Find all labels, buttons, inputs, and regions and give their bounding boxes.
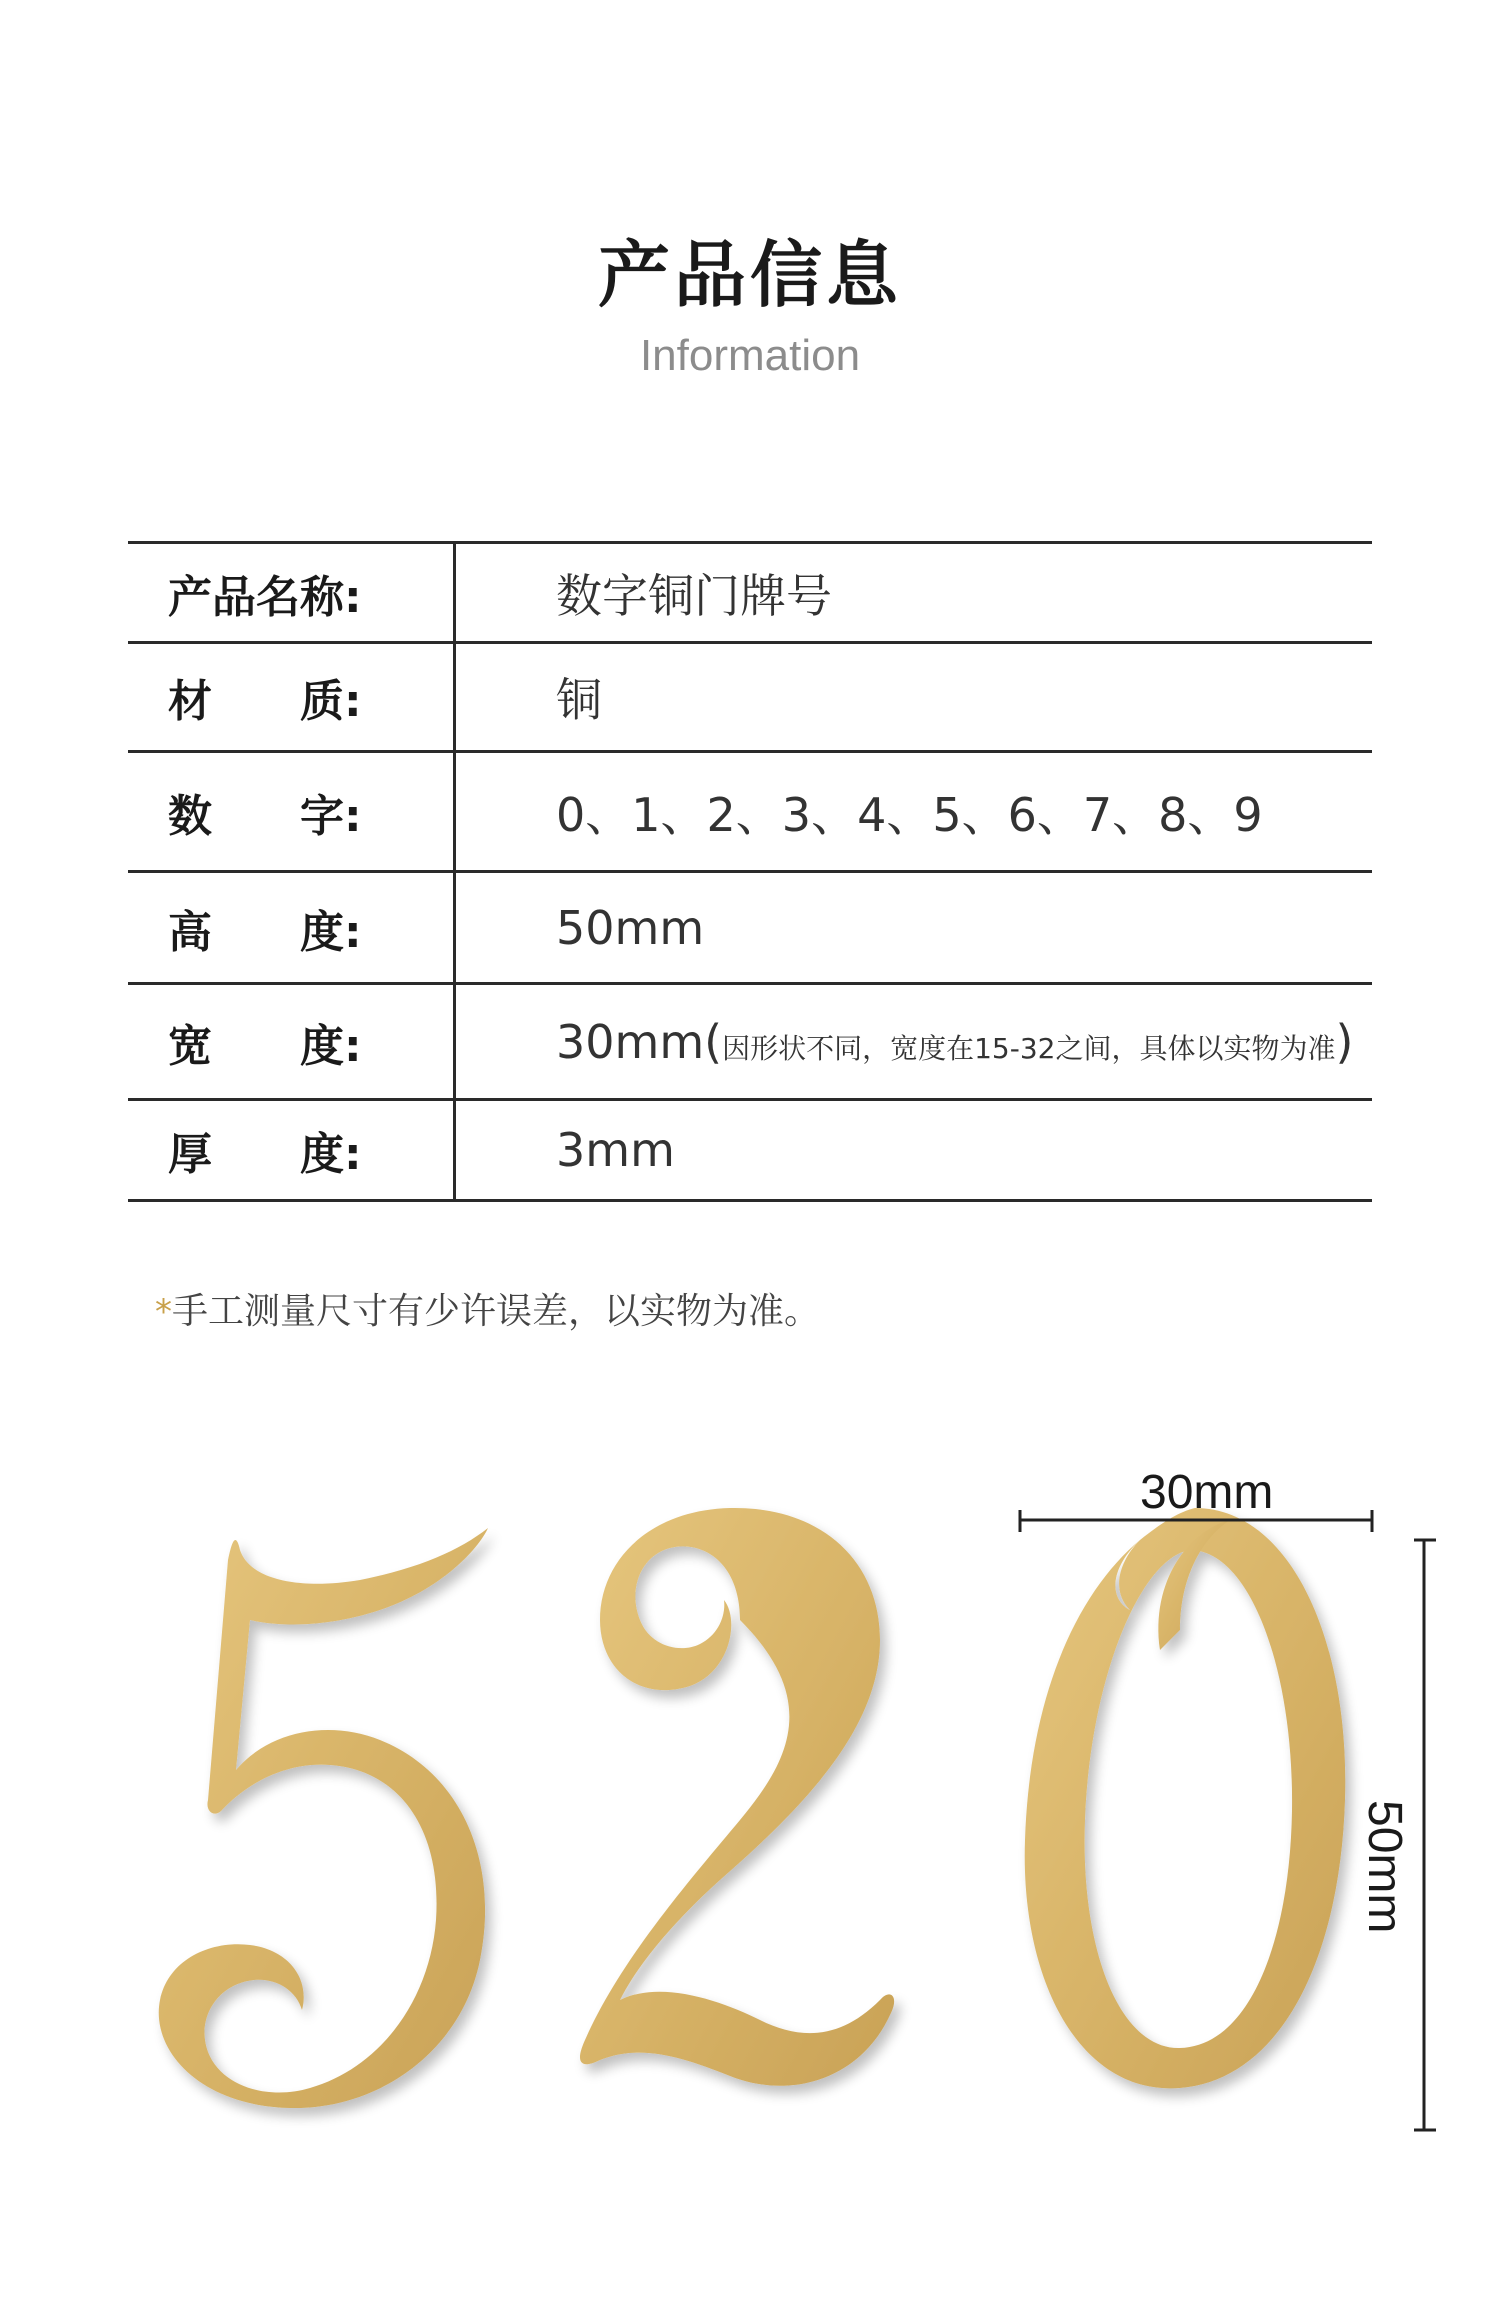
disclaimer-note (155, 1283, 820, 1334)
row-label: 高 度: (128, 873, 456, 982)
table-row (128, 544, 1372, 644)
paren-open: ( (704, 1014, 723, 1069)
height-dimension-label: 50mm (1358, 1800, 1411, 1934)
table-row (128, 753, 1372, 873)
width-value: 30mm (556, 1014, 705, 1069)
product-info-table (128, 541, 1372, 1202)
table-row (128, 1101, 1372, 1202)
width-dimension-label: 30mm (1140, 1466, 1274, 1519)
row-value (456, 1015, 1353, 1069)
brass-digit-2 (580, 1508, 894, 2086)
row-value: 铜 (556, 673, 602, 727)
row-value: 3mm (556, 1123, 675, 1177)
disclaimer-text: 手工测量尺寸有少许误差，以实物为准。 (172, 1291, 821, 1332)
row-value: 数字铜门牌号 (556, 568, 832, 623)
row-label: 材 质: (128, 644, 456, 750)
paren-close: ) (1335, 1014, 1354, 1069)
table-row (128, 873, 1372, 985)
table-row (128, 985, 1372, 1101)
page-subtitle: Information (639, 331, 861, 380)
row-value: 50mm (556, 900, 705, 955)
row-label: 数 字: (128, 753, 456, 870)
width-note: 因形状不同，宽度在15-32之间，具体以实物为准 (722, 1031, 1336, 1065)
row-label: 厚 度: (128, 1101, 456, 1199)
row-value: 0、1、2、3、4、5、6、7、8、9 (556, 787, 1263, 842)
page-title: 产品信息 (597, 233, 902, 317)
row-label: 宽 度: (128, 985, 456, 1098)
brass-digit-5 (159, 1528, 488, 2108)
asterisk-mark: * (155, 1292, 172, 1332)
product-image (0, 1440, 1500, 2140)
section-header (0, 230, 1500, 384)
table-row (128, 644, 1372, 753)
brass-digit-0 (1025, 1508, 1346, 2088)
row-label: 产品名称: (128, 544, 456, 641)
height-dimension-line (1414, 1540, 1436, 2130)
